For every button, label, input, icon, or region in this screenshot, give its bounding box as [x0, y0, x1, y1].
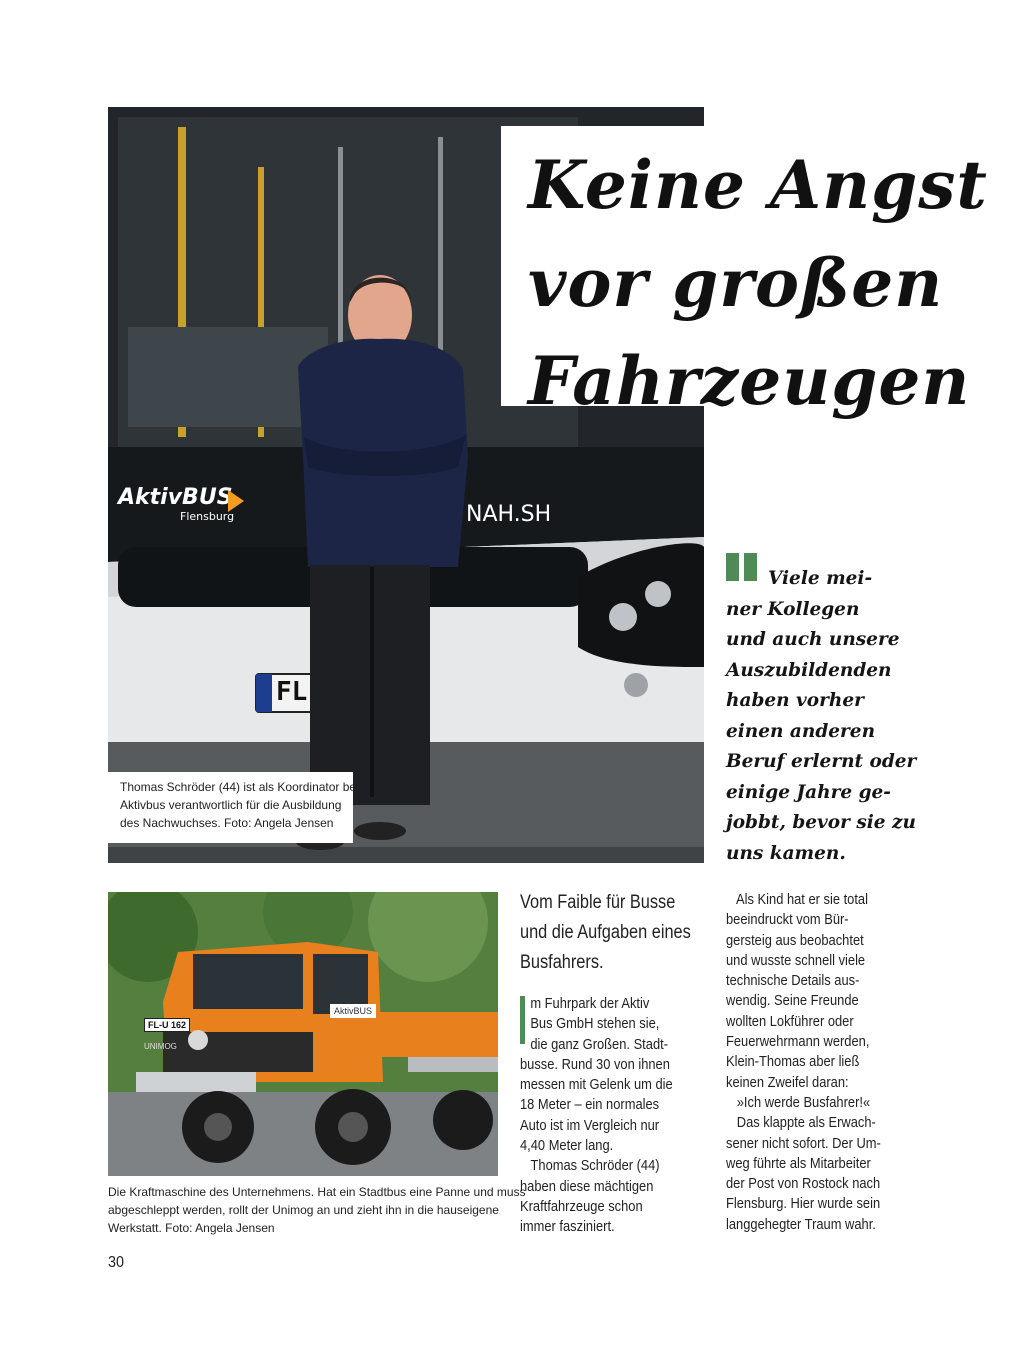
truck-photo [108, 892, 498, 1176]
body-line: gersteig aus beobachtet [726, 931, 864, 949]
quote-line: ner Kollegen [726, 598, 860, 620]
body-line: keinen Zweifel daran: [726, 1073, 849, 1091]
subhead-line: Vom Faible für Busse [520, 892, 676, 913]
body-line: Flensburg. Hier wurde sein [726, 1195, 881, 1213]
quote-line: und auch unsere [726, 629, 900, 650]
body-line: wollten Lokführer oder [726, 1012, 854, 1030]
body-line: Als Kind hat er sie total [726, 891, 868, 908]
caption-line: Aktivbus verantwortlich für die Ausbildung [120, 798, 342, 812]
subheadline [520, 888, 691, 978]
body-line: Klein-Thomas aber ließ [726, 1053, 860, 1071]
unimog-photo-illustration [108, 892, 498, 1176]
aktivbus-logo-subtext: Flensburg [180, 510, 235, 523]
license-plate-text: FL [276, 677, 308, 707]
body-line: Auto ist im Vergleich nur [520, 1116, 660, 1134]
body-line: langgehegter Traum wahr. [726, 1215, 876, 1233]
headline [528, 136, 988, 430]
body-line: Das klappte als Erwach- [726, 1114, 876, 1132]
nah-sh-sign: NAH.SH [466, 502, 552, 527]
headline-line: Keine Angst [528, 146, 988, 224]
quote-line: haben vorher [726, 690, 864, 711]
body-line: »Ich werde Busfahrer!« [726, 1093, 871, 1111]
aktivbus-logo-text: AktivBUS [118, 485, 233, 510]
page-number: 30 [108, 1254, 125, 1271]
caption-line: Werkstatt. Foto: Angela Jensen [108, 1221, 275, 1235]
truck-photo-caption [108, 1183, 526, 1237]
truck-model-label: UNIMOG [144, 1042, 177, 1051]
body-line: m Fuhrpark der Aktiv [530, 995, 650, 1012]
body-line: Thomas Schröder (44) [520, 1157, 660, 1175]
body-line: die ganz Großen. Stadt- [530, 1035, 669, 1053]
subhead-line: Busfahrers. [520, 952, 604, 973]
body-line: haben diese mächtigen [520, 1177, 654, 1195]
body-line: 18 Meter – ein normales [520, 1096, 660, 1114]
body-line: und wusste schnell viele [726, 951, 866, 969]
body-line: immer fasziniert. [520, 1218, 615, 1236]
body-line: sener nicht sofort. Der Um- [726, 1134, 881, 1152]
body-line: der Post von Rostock nach [726, 1175, 881, 1193]
quote-line: Beruf erlernt oder [726, 751, 917, 772]
body-line: Feuerwehrmann werden, [726, 1033, 870, 1051]
body-text-right [726, 890, 881, 1235]
quote-line: Auszubildenden [726, 659, 892, 681]
body-line: messen mit Gelenk um die [520, 1076, 673, 1094]
truck-license-plate: FL-U 162 [144, 1018, 190, 1032]
caption-line: Die Kraftmaschine des Unternehmens. Hat ein Stadtbus eine Panne und muss [108, 1185, 526, 1199]
headline-line: Fahrzeugen [528, 342, 971, 420]
body-line: beeindruckt vom Bür- [726, 911, 849, 929]
body-line: weg führte als Mitarbeiter [726, 1154, 871, 1172]
aktivbus-logo-arrow-icon [228, 490, 244, 512]
truck-door-logo: AktivBUS [330, 1004, 376, 1018]
body-line: technische Details aus- [726, 972, 860, 990]
body-line: wendig. Seine Freunde [726, 992, 859, 1010]
pull-quote [726, 564, 916, 869]
quote-line: einige Jahre ge- [726, 781, 891, 803]
quote-line: Viele mei- [768, 568, 873, 589]
body-line: Bus GmbH stehen sie, [530, 1015, 660, 1033]
body-line: busse. Rund 30 von ihnen [520, 1055, 670, 1073]
caption-line: abgeschleppt werden, rollt der Unimog an und zieht ihn in die hauseigene [108, 1203, 499, 1217]
body-line: 4,40 Meter lang. [520, 1137, 614, 1155]
caption-line: des Nachwuchses. Foto: Angela Jensen [120, 816, 334, 830]
subhead-line: und die Aufgaben eines [520, 922, 691, 943]
aktivbus-logo [118, 485, 234, 523]
quote-line: uns kamen. [726, 842, 846, 864]
caption-line: Thomas Schröder (44) ist als Koordinator bei [120, 780, 359, 794]
quote-line: einen anderen [726, 720, 876, 742]
main-photo-caption [108, 772, 359, 843]
body-line: Kraftfahrzeuge schon [520, 1197, 643, 1215]
headline-line: vor großen [528, 244, 944, 322]
body-text-middle [520, 994, 673, 1238]
quote-line: jobbt, bevor sie zu [726, 812, 916, 833]
